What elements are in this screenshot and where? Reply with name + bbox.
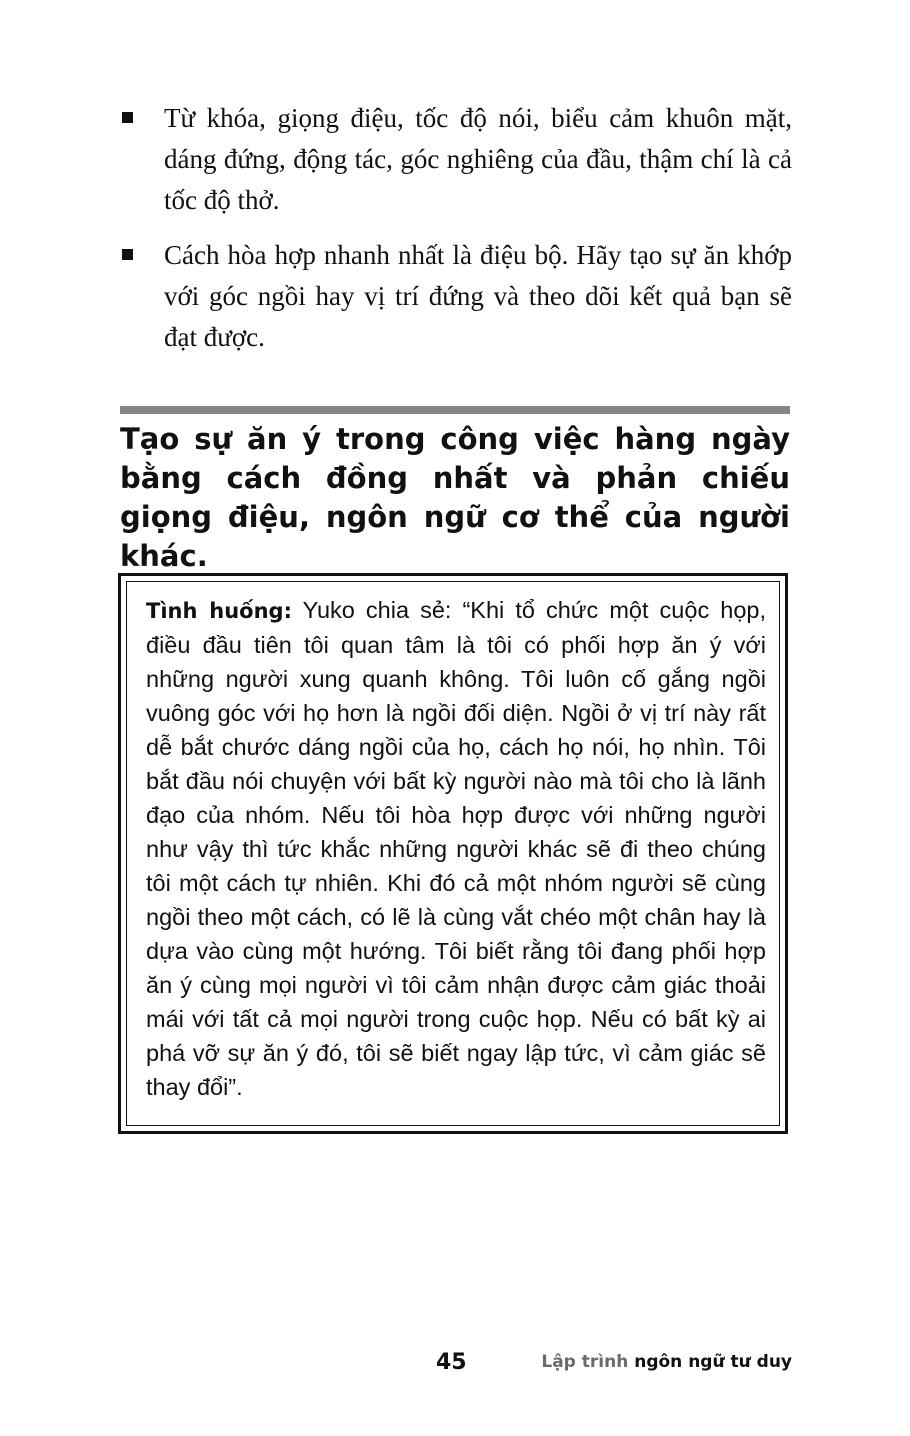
case-study-body: Yuko chia sẻ: “Khi tổ chức một cuộc họp, điều đầu tiên tôi quan tâm là tôi có phối hợp ăn ý với những người xung quanh không. Tôi luôn cố gắng ngồi vuông góc với họ hơn là ngồi đối diện. Ngồi ở vị trí này rất dễ bắt chước dáng ngồi của họ, cách họ nói, họ nhìn. Tôi bắt đầu nói chuyện với bất kỳ người nào mà tôi cho là lãnh đạo của nhóm. Nếu tôi hòa hợp được với những người như vậy thì tức khắc những người khác sẽ đi theo chúng tôi một cách tự nhiên. Khi đó cả một nhóm người sẽ cùng ngồi theo một cách, có lẽ là cùng vắt chéo một chân hay là dựa vào cùng một hướng. Tôi biết rằng tôi đang phối hợp ăn ý cùng mọi người vì tôi cảm nhận được cảm giác thoải mái với tất cả mọi người trong cuộc họp. Nếu có bất kỳ ai phá vỡ sự ăn ý đó, tôi sẽ biết ngay lập tức, vì cảm giác sẽ thay đổi”.: [146, 597, 766, 1100]
bullet-list: [120, 98, 792, 372]
section-divider: [120, 406, 790, 414]
square-bullet-icon: [122, 249, 133, 260]
page-footer: [420, 1346, 792, 1382]
book-title-part1: Lập trình: [541, 1352, 629, 1372]
book-title: [541, 1352, 792, 1372]
bullet-text: Từ khóa, giọng điệu, tốc độ nói, biểu cảm khuôn mặt, dáng đứng, động tác, góc nghiêng của đầu, thậm chí là cả tốc độ thở.: [164, 103, 792, 215]
bullet-text: Cách hòa hợp nhanh nhất là điệu bộ. Hãy tạo sự ăn khớp với góc ngồi hay vị trí đứng và theo dõi kết quả bạn sẽ đạt được.: [164, 240, 792, 352]
case-study-text: [146, 593, 766, 1104]
book-title-part2: ngôn ngữ tư duy: [634, 1352, 792, 1372]
bullet-item: [120, 235, 792, 358]
case-study-label: Tình huống:: [146, 599, 292, 623]
bullet-item: [120, 98, 792, 221]
square-bullet-icon: [122, 112, 133, 123]
section-heading: Tạo sự ăn ý trong công việc hàng ngày bằng cách đồng nhất và phản chiếu giọng điệu, ngôn ngữ cơ thể của người khác.: [120, 422, 790, 573]
page-number: 45: [436, 1350, 467, 1375]
